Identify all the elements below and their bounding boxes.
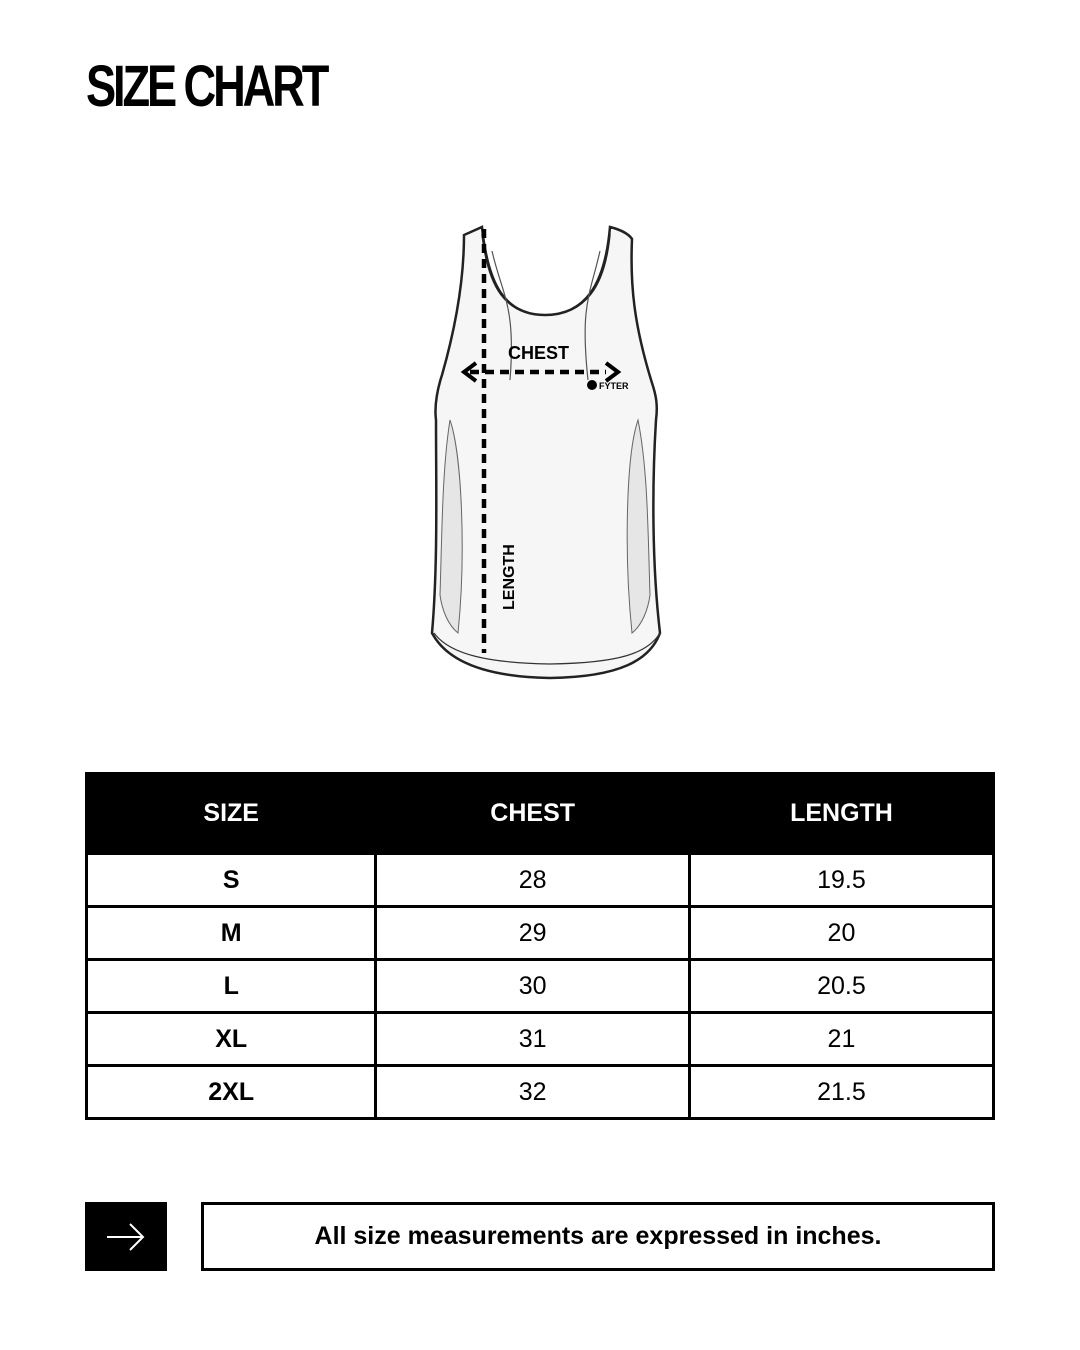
size-table [85,772,995,1120]
length-label: LENGTH [501,544,518,610]
measurement-note [201,1202,995,1271]
table-row [87,1066,994,1119]
table-header-row [87,774,994,854]
size-cell: M [87,907,376,960]
header-size: SIZE [87,774,376,854]
chest-cell: 29 [376,907,690,960]
measurement-note-text: All size measurements are expressed in inches. [314,1222,882,1250]
table-row [87,1013,994,1066]
chest-cell: 30 [376,960,690,1013]
chest-label: CHEST [508,343,570,363]
table-row [87,854,994,907]
chest-cell: 32 [376,1066,690,1119]
length-cell: 20.5 [689,960,993,1013]
note-arrow-badge [85,1202,167,1271]
table-row [87,907,994,960]
header-chest: CHEST [376,774,690,854]
length-cell: 21.5 [689,1066,993,1119]
brand-logo-icon [587,380,597,390]
length-cell: 20 [689,907,993,960]
length-cell: 21 [689,1013,993,1066]
tank-top-outline [432,227,660,678]
size-cell: 2XL [87,1066,376,1119]
size-cell: L [87,960,376,1013]
size-cell: XL [87,1013,376,1066]
brand-label: FYTER [599,381,629,391]
size-cell: S [87,854,376,907]
length-cell: 19.5 [689,854,993,907]
table-row [87,960,994,1013]
tank-top-illustration [420,215,670,695]
chest-cell: 28 [376,854,690,907]
page-title: SIZE CHART [86,54,327,119]
chest-cell: 31 [376,1013,690,1066]
arrow-right-icon [105,1222,147,1252]
header-length: LENGTH [689,774,993,854]
